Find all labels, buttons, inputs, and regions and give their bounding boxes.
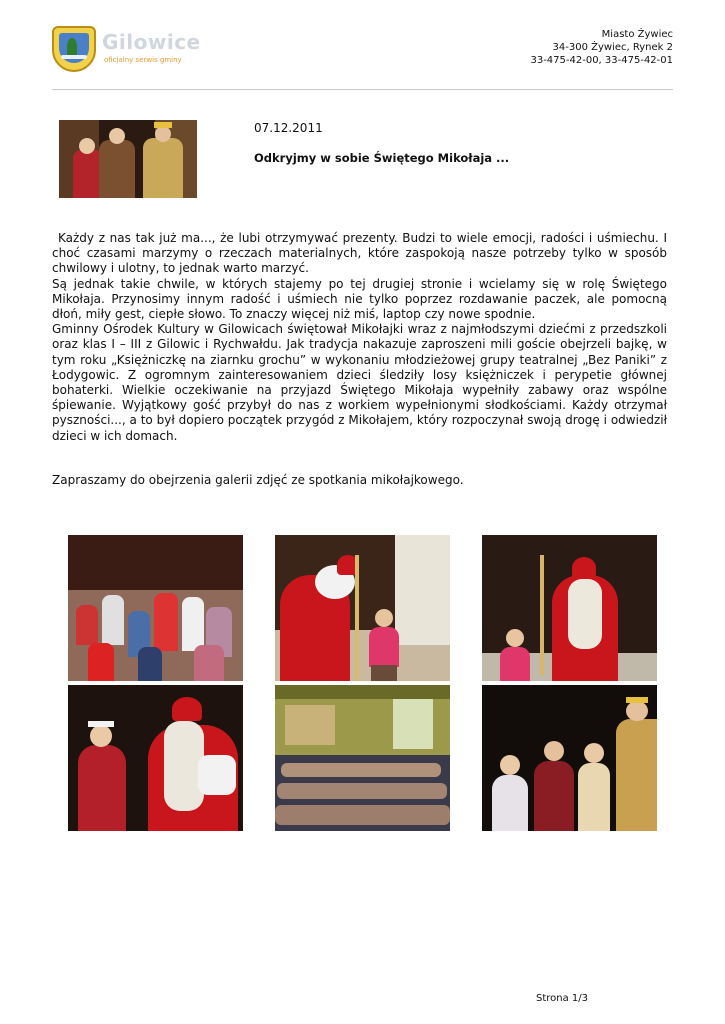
article-paragraph: Są jednak takie chwile, w których stajemy po tej drugiej stronie i wcielamy się w rolę Świętego Mikołaja. Przynosimy innym radość i uśmiech nie tylko poprzez rozdawanie paczek, ale pomocną dłoń, miły gest, ciepłe słowo. To znaczy więcej niż miś, laptop czy nowe spodnie. — [52, 276, 667, 322]
article-paragraph: Każdy z nas tak już ma..., że lubi otrzymywać prezenty. Budzi to wiele emocji, radości i uśmiechu. I choć czasami marzymy o rzeczach materialnych, które zaspokoją nasze potrzeby tylko w sposób chwilowy i ulotny, to jednak warto marzyć. — [52, 231, 667, 276]
logo-wordmark: Gilowice — [102, 30, 201, 54]
header-divider — [52, 89, 673, 90]
logo-subtitle: oficjalny serwis gminy — [104, 56, 182, 64]
article-date: 07.12.2011 — [254, 121, 323, 135]
gallery-photo[interactable] — [275, 535, 450, 681]
page-number: Strona 1/3 — [536, 993, 589, 1004]
gallery-photo[interactable] — [68, 685, 243, 831]
article-body — [52, 231, 667, 444]
gallery-photo[interactable] — [482, 685, 657, 831]
article-paragraph: Gminny Ośrodek Kultury w Gilowicach świętował Mikołajki wraz z najmłodszymi dziećmi z przedszkoli oraz klas I – III z Gilowic i Rychwałdu. Jak tradycja nakazuje zaproszeni mili goście obejrzeli bajkę, w tym roku „Księżniczkę na ziarnku grochu” w wykonaniu młodzieżowej grupy teatralnej „Bez Paniki” z Łodygowic. Z ogromnym zainteresowaniem dzieci śledziły losy księżniczek i perypetie głównej bohaterki. Wielkie oczekiwanie na przyjazd Świętego Mikołaja wypełniły zabawy oraz wspólne śpiewanie. Wyjątkowy gość przybył do nas z workiem wypełnionymi słodkościami. Każdy otrzymał pyszności..., a to był dopiero początek przygód z Mikołajem, który rozpoczynał swoją drogę i odwiedził dzieci w ich domach. — [52, 322, 667, 443]
gallery-photo[interactable] — [482, 535, 657, 681]
article-title: Odkryjmy w sobie Świętego Mikołaja ... — [254, 151, 510, 165]
contact-address — [530, 28, 673, 67]
address-line: 33-475-42-00, 33-475-42-01 — [530, 55, 673, 66]
gallery-invite: Zapraszamy do obejrzenia galerii zdjęć ze spotkania mikołajkowego. — [52, 473, 464, 487]
coat-of-arms-icon — [52, 26, 96, 72]
site-logo[interactable] — [52, 26, 201, 74]
article-lead-photo — [59, 120, 197, 198]
address-line: Miasto Żywiec — [601, 29, 673, 40]
gallery-photo[interactable] — [275, 685, 450, 831]
address-line: 34-300 Żywiec, Rynek 2 — [552, 42, 673, 53]
gallery-photo[interactable] — [68, 535, 243, 681]
photo-gallery — [68, 535, 658, 831]
